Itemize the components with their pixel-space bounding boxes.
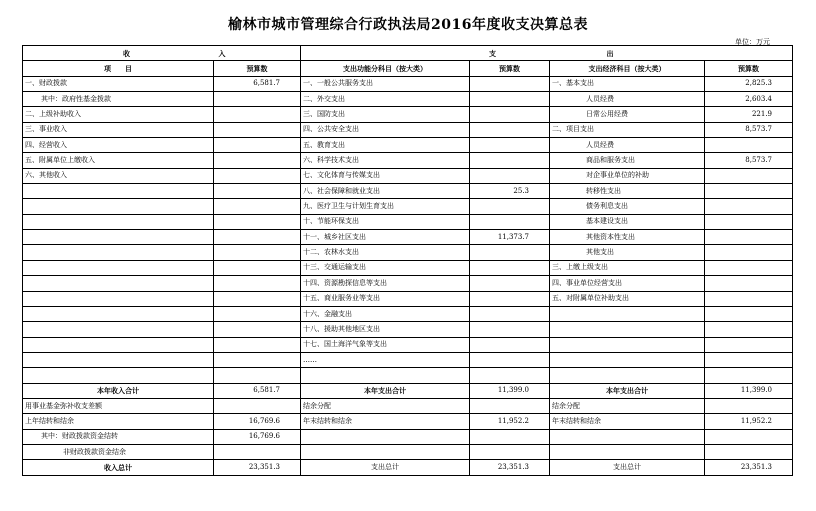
income-item (23, 276, 214, 291)
func-item: 十三、交通运输支出 (301, 260, 470, 275)
func-item: 十一、城乡社区支出 (301, 230, 470, 245)
income-budget (214, 199, 301, 214)
balance-row (23, 414, 793, 429)
income-item (23, 260, 214, 275)
econ-budget: 2,603.4 (705, 92, 793, 107)
func-budget (470, 76, 550, 91)
balance-value (214, 398, 301, 413)
income-budget: 6,581.7 (214, 76, 301, 91)
table-row (23, 92, 793, 107)
econ-item: 三、上缴上级支出 (550, 260, 705, 275)
total-row (23, 383, 793, 398)
func-budget (470, 352, 550, 367)
econ-item (550, 322, 705, 337)
func-budget: 11,373.7 (470, 230, 550, 245)
econ-budget (705, 322, 793, 337)
grand-income-value: 23,351.3 (214, 460, 301, 475)
econ-budget (705, 199, 793, 214)
income-budget (214, 230, 301, 245)
col-header-econ: 支出经济科目（按大类） (550, 61, 705, 76)
income-total-value: 6,581.7 (214, 383, 301, 398)
func-budget (470, 92, 550, 107)
balance-func-value (470, 429, 550, 444)
econ-item: 二、项目支出 (550, 122, 705, 137)
income-item: 五、附属单位上缴收入 (23, 153, 214, 168)
econ-item: 转移性支出 (550, 184, 705, 199)
econ-item: 商品和服务支出 (550, 153, 705, 168)
unit-label: 单位：万元 (735, 38, 770, 46)
econ-item: 人员经费 (550, 92, 705, 107)
col-header-budget2: 预算数 (470, 61, 550, 76)
func-budget (470, 368, 550, 383)
expense-header-char1: 支 (489, 48, 496, 58)
balance-row (23, 398, 793, 413)
func-budget (470, 276, 550, 291)
func-item: 十五、商业服务业等支出 (301, 291, 470, 306)
econ-budget (705, 184, 793, 199)
section-header-row (23, 46, 793, 61)
func-budget (470, 322, 550, 337)
func-item: 十四、资源勘探信息等支出 (301, 276, 470, 291)
income-section-header (23, 46, 301, 61)
func-budget (470, 199, 550, 214)
econ-item (550, 352, 705, 367)
income-budget (214, 122, 301, 137)
income-budget (214, 276, 301, 291)
income-item (23, 306, 214, 321)
balance-econ-value: 11,952.2 (705, 414, 793, 429)
balance-value: 16,769.6 (214, 429, 301, 444)
func-budget (470, 122, 550, 137)
balance-func-value (470, 398, 550, 413)
func-budget (470, 168, 550, 183)
econ-budget (705, 138, 793, 153)
table-row (23, 352, 793, 367)
balance-econ-value (705, 444, 793, 459)
balance-econ-value (705, 429, 793, 444)
income-item (23, 322, 214, 337)
income-item (23, 199, 214, 214)
table-row (23, 337, 793, 352)
income-item (23, 352, 214, 367)
balance-item: 用事业基金弥补收支差额 (23, 398, 214, 413)
table-row (23, 230, 793, 245)
income-budget (214, 138, 301, 153)
econ-item: 其他支出 (550, 245, 705, 260)
income-item: 一、财政拨款 (23, 76, 214, 91)
income-total-label: 本年收入合计 (23, 383, 214, 398)
econ-item: 一、基本支出 (550, 76, 705, 91)
econ-budget (705, 276, 793, 291)
func-item: 四、公共安全支出 (301, 122, 470, 137)
func-budget (470, 306, 550, 321)
func-budget (470, 245, 550, 260)
econ-budget (705, 230, 793, 245)
func-item: 十六、金融支出 (301, 306, 470, 321)
income-budget (214, 92, 301, 107)
table-row (23, 153, 793, 168)
table-row (23, 138, 793, 153)
balance-econ-item: 年末结转和结余 (550, 414, 705, 429)
econ-budget (705, 245, 793, 260)
table-body (23, 46, 793, 476)
balance-row (23, 429, 793, 444)
econ-total-value: 11,399.0 (705, 383, 793, 398)
col-header-budget: 预算数 (214, 61, 301, 76)
table-row (23, 260, 793, 275)
income-budget (214, 184, 301, 199)
income-item: 其中：政府性基金拨款 (23, 92, 214, 107)
balance-econ-item: 结余分配 (550, 398, 705, 413)
income-item: 三、事业收入 (23, 122, 214, 137)
table-row (23, 368, 793, 383)
func-budget (470, 107, 550, 122)
econ-item (550, 368, 705, 383)
balance-func-value: 11,952.2 (470, 414, 550, 429)
func-item: 二、外交支出 (301, 92, 470, 107)
func-budget (470, 337, 550, 352)
balance-row (23, 444, 793, 459)
grand-income-label: 收入总计 (23, 460, 214, 475)
table-row (23, 199, 793, 214)
econ-item: 四、事业单位经营支出 (550, 276, 705, 291)
balance-econ-item (550, 444, 705, 459)
income-budget (214, 322, 301, 337)
table-row (23, 322, 793, 337)
func-item: …… (301, 352, 470, 367)
income-budget (214, 368, 301, 383)
expense-section-header (301, 46, 793, 61)
func-item: 十七、国土海洋气象等支出 (301, 337, 470, 352)
expense-total-label: 本年支出合计 (301, 383, 470, 398)
table-row (23, 276, 793, 291)
econ-budget (705, 260, 793, 275)
econ-budget (705, 168, 793, 183)
column-header-row (23, 61, 793, 76)
func-item: 三、国防支出 (301, 107, 470, 122)
econ-item: 对企事业单位的补助 (550, 168, 705, 183)
econ-budget (705, 306, 793, 321)
income-item (23, 184, 214, 199)
income-item (23, 291, 214, 306)
grand-econ-label: 支出总计 (550, 460, 705, 475)
econ-total-label: 本年支出合计 (550, 383, 705, 398)
col-header-func: 支出功能分科目（按大类） (301, 61, 470, 76)
balance-func-item (301, 444, 470, 459)
income-budget (214, 291, 301, 306)
income-item: 四、经营收入 (23, 138, 214, 153)
econ-budget: 221.9 (705, 107, 793, 122)
balance-item: 非财政拨款资金结余 (23, 444, 214, 459)
econ-item: 日常公用经费 (550, 107, 705, 122)
econ-budget (705, 291, 793, 306)
table-row (23, 291, 793, 306)
income-item: 六、其他收入 (23, 168, 214, 183)
func-item: 十八、援助其他地区支出 (301, 322, 470, 337)
func-item: 七、文化体育与传媒支出 (301, 168, 470, 183)
income-header-char1: 收 (123, 48, 130, 58)
balance-func-value (470, 444, 550, 459)
table-row (23, 306, 793, 321)
table-row (23, 245, 793, 260)
econ-budget (705, 337, 793, 352)
table-row (23, 122, 793, 137)
econ-item (550, 306, 705, 321)
econ-budget: 2,825.3 (705, 76, 793, 91)
func-item: 十、节能环保支出 (301, 214, 470, 229)
grand-econ-value: 23,351.3 (705, 460, 793, 475)
econ-item: 债务利息支出 (550, 199, 705, 214)
grand-expense-label: 支出总计 (301, 460, 470, 475)
func-budget (470, 260, 550, 275)
func-item: 六、科学技术支出 (301, 153, 470, 168)
income-item: 二、上级补助收入 (23, 107, 214, 122)
expense-total-value: 11,399.0 (470, 383, 550, 398)
balance-func-item: 年末结转和结余 (301, 414, 470, 429)
income-budget (214, 107, 301, 122)
col-header-item: 项 目 (23, 61, 214, 76)
page-title: 榆林市城市管理综合行政执法局2016年度收支决算总表 (228, 17, 588, 33)
balance-value: 16,769.6 (214, 414, 301, 429)
func-budget (470, 138, 550, 153)
expense-header-char2: 出 (606, 48, 614, 58)
balance-value (214, 444, 301, 459)
func-item: 一、一般公共服务支出 (301, 76, 470, 91)
balance-func-item: 结余分配 (301, 398, 470, 413)
func-budget (470, 153, 550, 168)
balance-econ-item (550, 429, 705, 444)
econ-budget (705, 214, 793, 229)
func-item: 十二、农林水支出 (301, 245, 470, 260)
income-item (23, 245, 214, 260)
income-item (23, 337, 214, 352)
econ-item (550, 337, 705, 352)
econ-budget (705, 352, 793, 367)
income-budget (214, 153, 301, 168)
econ-budget: 8,573.7 (705, 122, 793, 137)
balance-item: 其中：财政拨款资金结转 (23, 429, 214, 444)
func-item: 八、社会保障和就业支出 (301, 184, 470, 199)
income-item (23, 214, 214, 229)
table-row (23, 107, 793, 122)
table-row (23, 214, 793, 229)
econ-item: 其他资本性支出 (550, 230, 705, 245)
income-budget (214, 245, 301, 260)
econ-item: 五、对附属单位补助支出 (550, 291, 705, 306)
func-budget (470, 214, 550, 229)
income-budget (214, 352, 301, 367)
budget-table (22, 45, 793, 476)
econ-item: 基本建设支出 (550, 214, 705, 229)
income-header-char2: 入 (218, 48, 226, 58)
balance-func-item (301, 429, 470, 444)
econ-item: 人员经费 (550, 138, 705, 153)
func-budget (470, 291, 550, 306)
func-item: 九、医疗卫生与计划生育支出 (301, 199, 470, 214)
grand-total-row (23, 460, 793, 475)
balance-econ-value (705, 398, 793, 413)
income-item (23, 368, 214, 383)
income-budget (214, 260, 301, 275)
income-budget (214, 337, 301, 352)
func-budget: 25.3 (470, 184, 550, 199)
income-budget (214, 214, 301, 229)
func-item (301, 368, 470, 383)
col-header-budget3: 预算数 (705, 61, 793, 76)
income-item (23, 230, 214, 245)
balance-item: 上年结转和结余 (23, 414, 214, 429)
econ-budget: 8,573.7 (705, 153, 793, 168)
econ-budget (705, 368, 793, 383)
table-row (23, 76, 793, 91)
table-row (23, 168, 793, 183)
table-row (23, 184, 793, 199)
grand-expense-value: 23,351.3 (470, 460, 550, 475)
func-item: 五、教育支出 (301, 138, 470, 153)
income-budget (214, 306, 301, 321)
income-budget (214, 168, 301, 183)
